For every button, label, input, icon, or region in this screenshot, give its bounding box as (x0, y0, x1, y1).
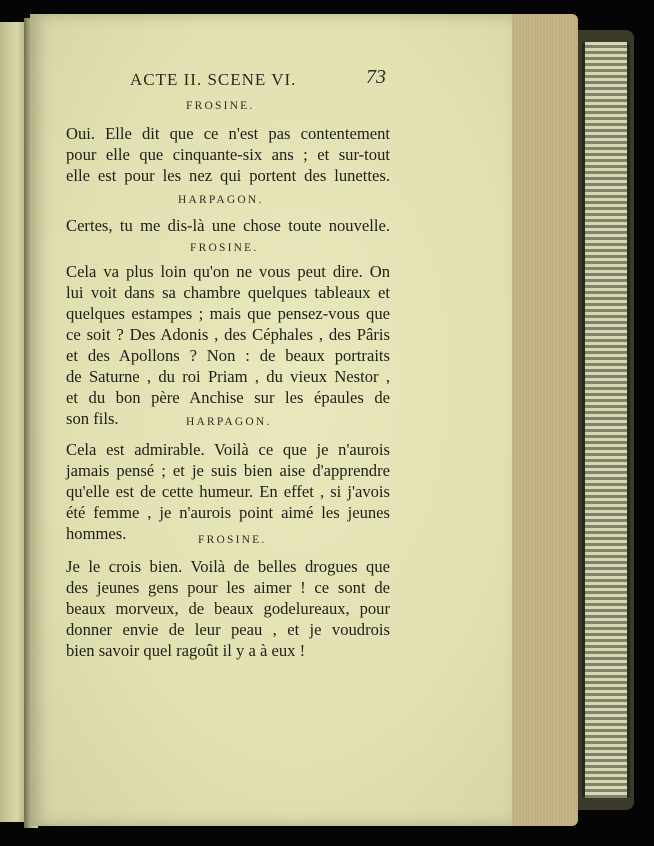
text-line: des jeunes gens pour les aimer ! ce sont de (66, 578, 390, 597)
text-line: bien savoir quel ragoût il y a à eux ! (66, 641, 306, 660)
running-head: ACTE II. SCENE VI. (130, 70, 297, 89)
text-line: lui voit dans sa chambre quelques tableaux et (66, 283, 390, 302)
text-line: Oui. Elle dit que ce n'est pas contentement (66, 124, 390, 143)
text-line: pour elle que cinquante-six ans ; et sur-tout (66, 145, 390, 164)
cover-decorative-border (582, 42, 630, 798)
text-line: Cela est admirable. Voilà ce que je n'aurois (66, 440, 390, 459)
speaker-name: FROSINE. (186, 100, 255, 112)
speaker-name: HARPAGON. (186, 416, 272, 428)
speaker-name: FROSINE. (190, 242, 259, 254)
text-line: jamais pensé ; et je suis bien aise d'apprendre (66, 461, 390, 480)
text-line: hommes. (66, 524, 127, 543)
text-line: et des Apollons ? Non : de beaux portraits (66, 346, 390, 365)
text-line: donner envie de leur peau , et je voudrois (66, 620, 390, 639)
text-line: de Saturne , du roi Priam , du vieux Nestor , (66, 367, 390, 386)
page-fore-edge (508, 14, 578, 826)
text-line: quelques estampes ; mais que pensez-vous que (66, 304, 390, 323)
text-line: elle est pour les nez qui portent des lunettes. (66, 166, 390, 185)
speaker-name: HARPAGON. (178, 194, 264, 206)
text-line: et du bon père Anchise sur les épaules de (66, 388, 390, 407)
text-line: Cela va plus loin qu'on ne vous peut dire. On (66, 262, 390, 281)
text-line: Certes, tu me dis-là une chose toute nouvelle. (66, 216, 390, 235)
page-number: 73 (366, 66, 386, 88)
text-line: Je le crois bien. Voilà de belles drogues que (66, 557, 390, 576)
text-line: beaux morveux, de beaux godelureaux, pour (66, 599, 390, 618)
text-line: son fils. (66, 409, 119, 428)
text-line: été femme , je n'aurois point aimé les jeunes (66, 503, 390, 522)
text-line: ce soit ? Des Adonis , des Céphales , des Pâris (66, 325, 390, 344)
text-line: qu'elle est de cette humeur. En effet , si j'avois (66, 482, 390, 501)
speaker-name: FROSINE. (198, 534, 267, 546)
